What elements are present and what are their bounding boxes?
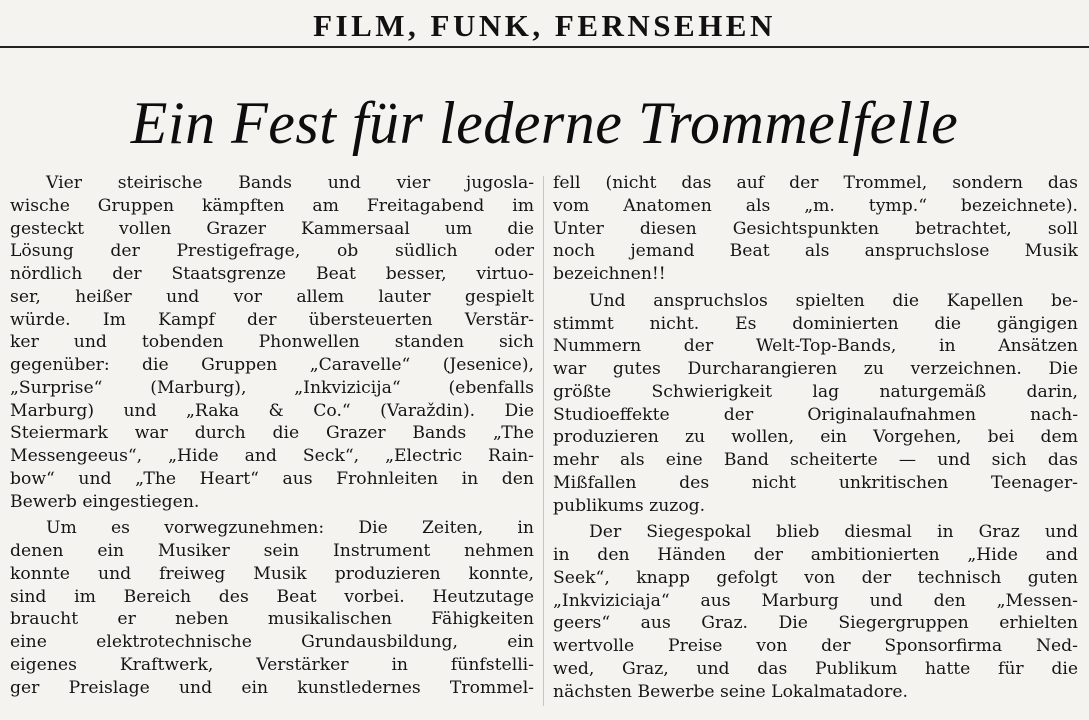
text-line: Der Siegespokal blieb diesmal in Graz und xyxy=(589,522,1078,543)
text-line: Steiermark war durch die Grazer Bands „The xyxy=(10,423,534,444)
text-line: Lösung der Prestigefrage, ob südlich oder xyxy=(10,241,534,262)
text-line: „Inkviziciaja“ aus Marburg und den „Messen- xyxy=(553,590,1078,611)
text-line: eine elektrotechnische Grundausbildung, ein xyxy=(10,632,534,652)
text-line: Um es vorwegzunehmen: Die Zeiten, in xyxy=(46,518,534,539)
section-rule xyxy=(0,46,1089,48)
text-line: Bewerb eingestiegen. xyxy=(10,491,200,512)
text-line: war gutes Durcharangieren zu verzeichnen. Die xyxy=(553,359,1078,379)
section-header: FILM, FUNK, FERNSEHEN xyxy=(313,8,776,43)
text-line: in den Händen der ambitionierten „Hide and xyxy=(553,545,1078,565)
text-line: wische Gruppen kämpften am Freitagabend im xyxy=(10,195,534,216)
text-line: „Surprise“ (Marburg), „Inkvizicija“ (ebenfalls xyxy=(10,377,534,398)
text-line: wed, Graz, und das Publikum hatte für die xyxy=(553,658,1078,679)
text-line: wertvolle Preise von der Sponsorfirma Ned- xyxy=(553,636,1078,656)
text-line: noch jemand Beat als anspruchslose Musik xyxy=(553,241,1078,262)
text-line: bezeichnen!! xyxy=(553,264,666,284)
text-line: braucht er neben musikalischen Fähigkeiten xyxy=(10,609,534,630)
text-line: denen ein Musiker sein Instrument nehmen xyxy=(10,541,534,561)
text-line: Mißfallen des nicht unkritischen Teenager- xyxy=(553,472,1078,493)
article-column-right xyxy=(553,172,1078,703)
text-line: Marburg) und „Raka & Co.“ (Varaždin). Die xyxy=(10,400,534,421)
text-line: Vier steirische Bands und vier jugosla- xyxy=(46,173,534,193)
text-line: Und anspruchslos spielten die Kapellen be- xyxy=(589,290,1078,311)
text-line: gesteckt vollen Grazer Kammersaal um die xyxy=(10,218,534,239)
paragraph xyxy=(10,517,534,699)
paragraph xyxy=(553,172,1078,286)
text-line: bow“ und „The Heart“ aus Frohnleiten in den xyxy=(10,468,534,489)
text-line: Messengeeus“, „Hide and Seck“, „Electric Rain- xyxy=(10,446,534,466)
paragraph xyxy=(553,290,1078,518)
text-line: Seek“, knapp gefolgt von der technisch guten xyxy=(553,567,1078,588)
text-line: stimmt nicht. Es dominierten die gängigen xyxy=(553,313,1078,334)
text-line: nächsten Bewerbe seine Lokalmatadore. xyxy=(553,681,908,702)
text-line: produzieren zu wollen, ein Vorgehen, bei dem xyxy=(553,427,1078,448)
text-line: ser, heißer und vor allem lauter gespielt xyxy=(10,286,534,307)
paragraph xyxy=(10,172,534,513)
text-line: geers“ aus Graz. Die Siegergruppen erhielten xyxy=(553,613,1078,634)
text-line: größte Schwierigkeit lag naturgemäß darin, xyxy=(553,381,1078,402)
text-line: ger Preislage und ein kunstledernes Trommel- xyxy=(10,677,534,698)
text-line: Nummern der Welt-Top-Bands, in Ansätzen xyxy=(553,336,1078,357)
text-line: sind im Bereich des Beat vorbei. Heutzutage xyxy=(10,586,534,607)
paragraph xyxy=(553,521,1078,703)
text-line: eigenes Kraftwerk, Verstärker in fünfstelli- xyxy=(10,654,534,675)
article-headline: Ein Fest für lederne Trommelfelle xyxy=(130,90,959,156)
text-line: nördlich der Staatsgrenze Beat besser, virtuo- xyxy=(10,264,534,284)
column-divider xyxy=(543,176,544,706)
article-column-left xyxy=(10,172,534,699)
text-line: würde. Im Kampf der übersteuerten Verstär- xyxy=(10,309,534,330)
text-line: publikums zuzog. xyxy=(553,495,706,516)
text-line: vom Anatomen als „m. tymp.“ bezeichnete). xyxy=(553,195,1078,216)
text-line: konnte und freiweg Musik produzieren konnte, xyxy=(10,563,534,584)
text-line: gegenüber: die Gruppen „Caravelle“ (Jesenice), xyxy=(10,355,534,375)
text-line: Studioeffekte der Originalaufnahmen nach- xyxy=(553,404,1078,425)
text-line: mehr als eine Band scheiterte — und sich das xyxy=(553,450,1078,470)
text-line: fell (nicht das auf der Trommel, sondern das xyxy=(553,173,1078,193)
text-line: Unter diesen Gesichtspunkten betrachtet, soll xyxy=(553,218,1078,239)
text-line: ker und tobenden Phonwellen standen sich xyxy=(10,332,534,353)
